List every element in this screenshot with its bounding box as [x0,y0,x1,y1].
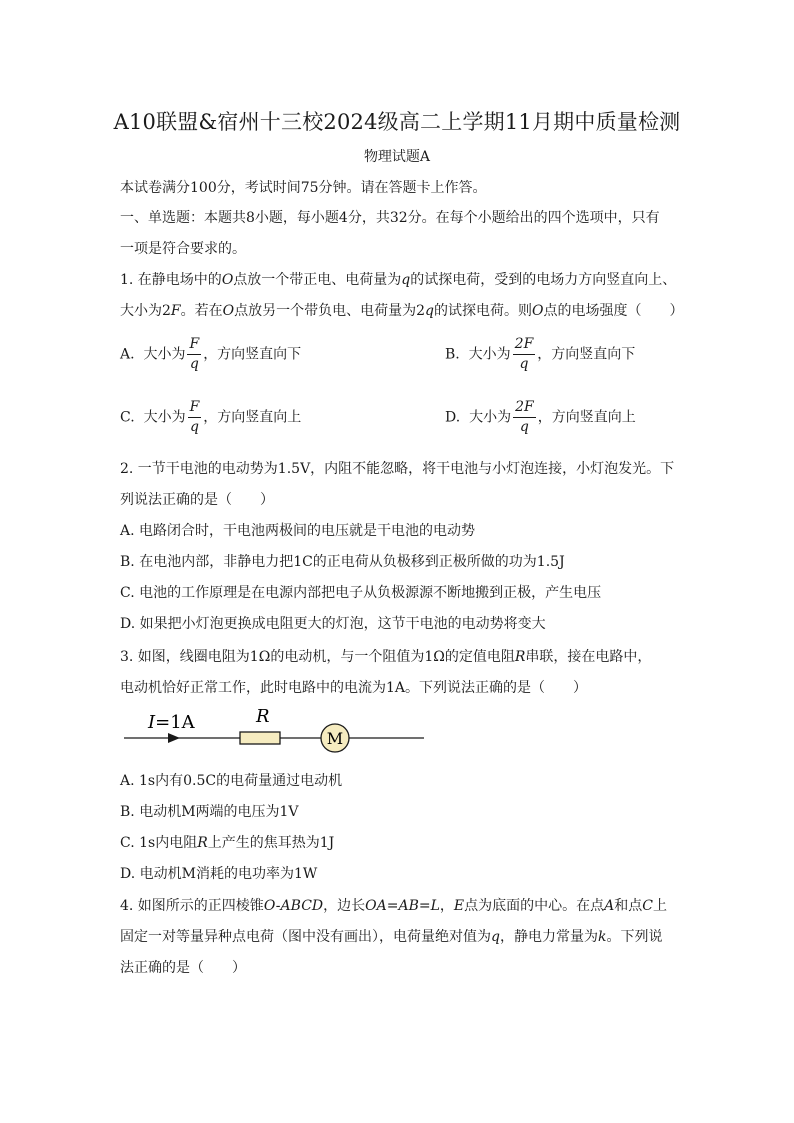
q2-option-a[interactable]: A. 电路闭合时，干电池两极间的电压就是干电池的电动势 [120,523,476,539]
q1-option-b[interactable]: B. 大小为 $\frac{2F}{q}$ ，方向竖直向下 [445,336,636,372]
section1-heading-line1: 一、单选题：本题共8小题，每小题4分，共32分。在每个小题给出的四个选项中，只有 [120,210,660,226]
q4-stem-line3: 法正确的是（ ） [120,960,246,976]
q4-stem-line1: 4. 如图所示的正四棱锥O-ABCD，边长OA=AB=L，E点为底面的中心。在点A和点C上 [120,898,667,914]
q3-circuit-figure [118,700,438,756]
q1-option-b-fraction: $\frac{2F}{q}$ [514,336,534,372]
q1-option-a-fraction: $\frac{F}{q}$ [189,336,200,372]
current-label: I=1A [148,712,195,733]
q3-option-b[interactable]: B. 电动机M两端的电压为1V [120,804,299,820]
q1-option-c-fraction: $\frac{F}{q}$ [189,399,200,435]
q3-stem-line2: 电动机恰好正常工作，此时电路中的电流为1A。下列说法正确的是（ ） [120,680,588,696]
current-arrow-icon [168,733,180,743]
q1-stem-line1: 1. 在静电场中的O点放一个带正电、电荷量为q的试探电荷，受到的电场力方向竖直向上、 [120,272,677,288]
q3-option-a[interactable]: A. 1s内有0.5C的电荷量通过电动机 [120,773,343,789]
q2-stem-line1: 2. 一节干电池的电动势为1.5V，内阻不能忽略，将干电池与小灯泡连接，小灯泡发光。下 [120,461,675,477]
q1-stem-line2: 大小为2F。若在O点放另一个带负电、电荷量为2q的试探电荷。则O点的电场强度（ ） [120,303,684,319]
section1-heading-line2: 一项是符合要求的。 [120,241,246,257]
q4-stem-line2: 固定一对等量异种点电荷（图中没有画出），电荷量绝对值为q，静电力常量为k。下列说 [120,929,663,945]
q3-option-c[interactable]: C. 1s内电阻R上产生的焦耳热为1J [120,835,335,851]
q2-option-b[interactable]: B. 在电池内部，非静电力把1C的正电荷从负极移到正极所做的功为1.5J [120,554,565,570]
page-title: A10联盟&宿州十三校2024级高二上学期11月期中质量检测 [113,110,681,134]
q2-stem-line2: 列说法正确的是（ ） [120,492,274,508]
resistor-label: R [256,706,270,727]
motor-label: M [326,729,344,748]
q3-option-d[interactable]: D. 电动机M消耗的电功率为1W [120,866,318,882]
q1-option-d-fraction: $\frac{2F}{q}$ [515,399,534,435]
page-subtitle: 物理试题A [363,149,431,165]
exam-intro: 本试卷满分100分，考试时间75分钟。请在答题卡上作答。 [120,180,487,196]
q2-option-c[interactable]: C. 电池的工作原理是在电源内部把电子从负极源源不断地搬到正极，产生电压 [120,585,602,601]
q2-option-d[interactable]: D. 如果把小灯泡更换成电阻更大的灯泡，这节干电池的电动势将变大 [120,616,546,632]
resistor-R [240,732,280,744]
q1-option-d[interactable]: D. 大小为 $\frac{2F}{q}$ ，方向竖直向上 [445,399,636,435]
q1-option-c[interactable]: C. 大小为 $\frac{F}{q}$ ，方向竖直向上 [120,399,302,435]
q3-stem-line1: 3. 如图，线圈电阻为1Ω的电动机，与一个阻值为1Ω的定值电阻R串联，接在电路中， [120,649,652,665]
q1-option-a[interactable]: A. 大小为 $\frac{F}{q}$ ，方向竖直向下 [120,336,302,372]
